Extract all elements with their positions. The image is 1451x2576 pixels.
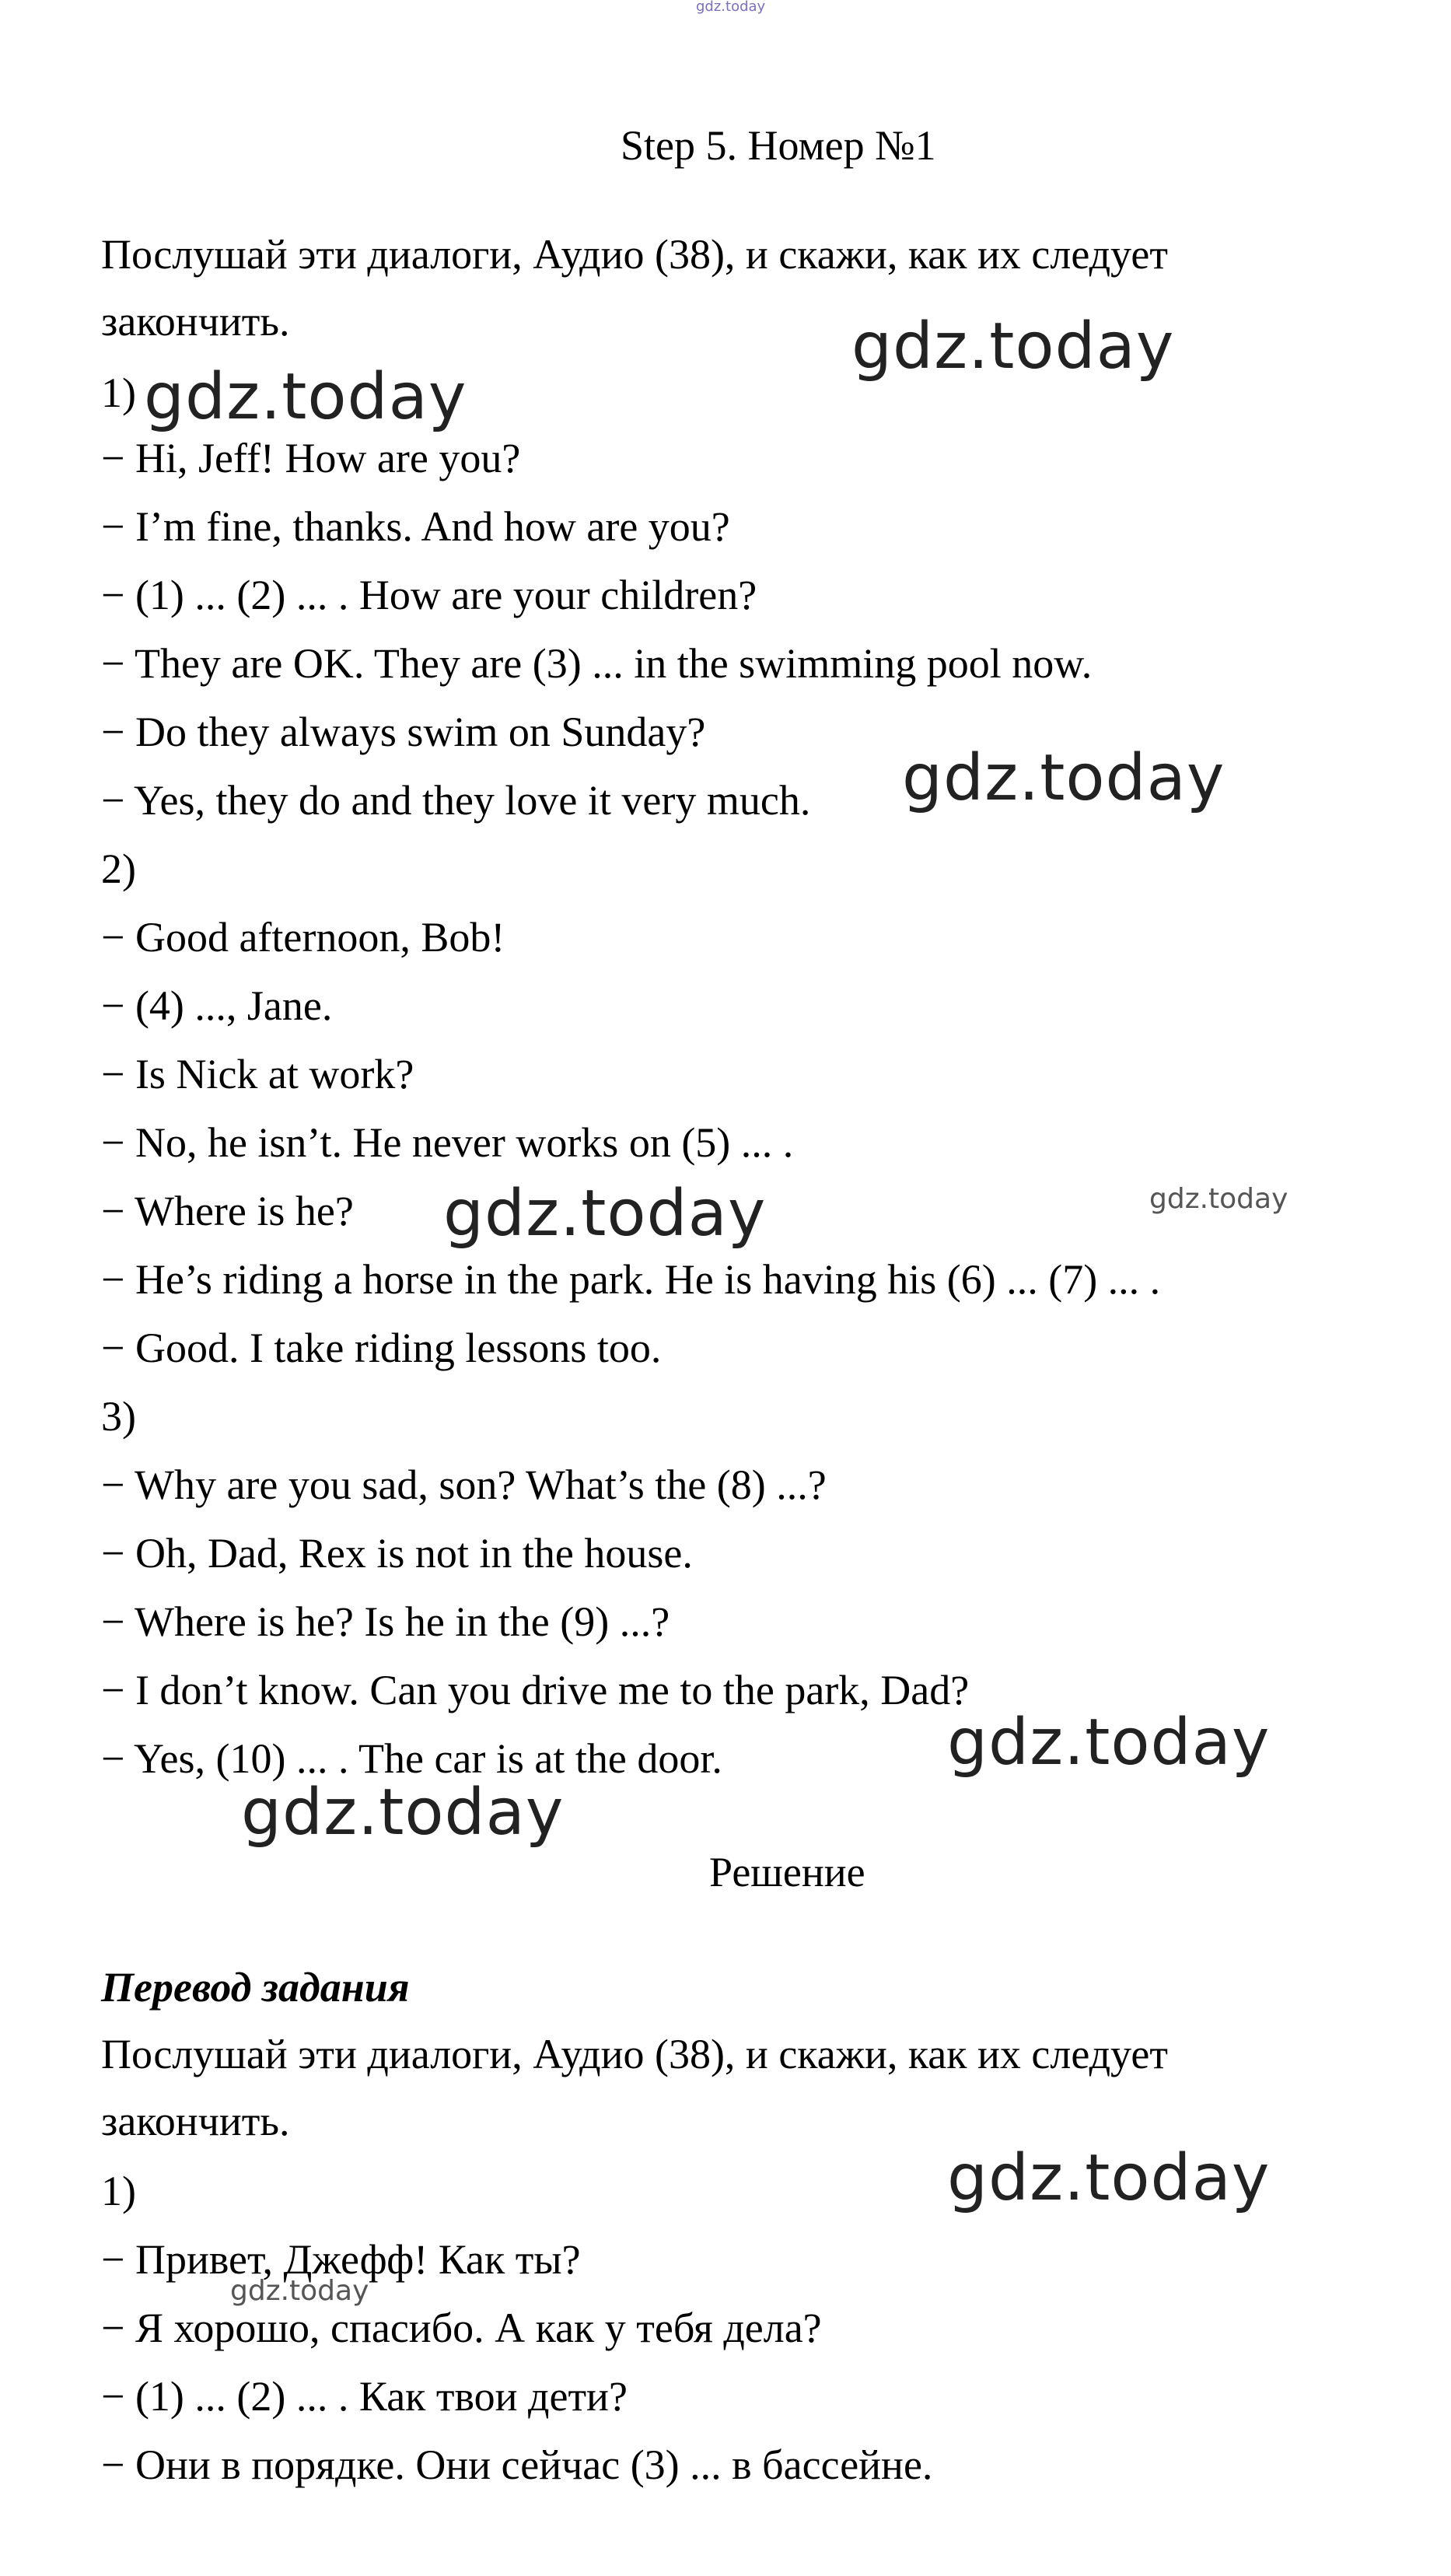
dialogue-1-number: 1) <box>101 369 136 416</box>
dialogue-line: − He’s riding a horse in the park. He is having his (6) ... (7) ... . <box>101 1256 1161 1303</box>
task-instruction-line1: Послушай эти диалоги, Аудио (38), и скажи, как их следует <box>101 231 1168 278</box>
dialogue-line: − Good afternoon, Bob! <box>101 914 505 961</box>
dialogue-line: − Oh, Dad, Rex is not in the house. <box>101 1530 693 1577</box>
dialogue-line: − Why are you sad, son? What’s the (8) ...? <box>101 1461 827 1508</box>
watermark: gdz.today <box>443 1177 767 1251</box>
dialogue-line: − I’m fine, thanks. And how are you? <box>101 503 730 550</box>
translation-line: − (1) ... (2) ... . Как твои дети? <box>101 2373 628 2420</box>
dialogue-line: − No, he isn’t. He never works on (5) ... . <box>101 1119 794 1166</box>
dialogue-3-number: 3) <box>101 1393 136 1440</box>
dialogue-line: − Where is he? Is he in the (9) ...? <box>101 1598 670 1645</box>
translation-instruction-line1: Послушай эти диалоги, Аудио (38), и скажи, как их следует <box>101 2031 1168 2077</box>
watermark: gdz.today <box>902 741 1225 815</box>
dialogue-line: − Do they always swim on Sunday? <box>101 709 706 755</box>
watermark: gdz.today <box>144 360 467 434</box>
dialogue-line: − (4) ..., Jane. <box>101 982 333 1029</box>
watermark: gdz.today <box>947 2141 1271 2215</box>
watermark: gdz.today <box>241 1776 565 1850</box>
dialogue-line: − (1) ... (2) ... . How are your children? <box>101 572 757 618</box>
dialogue-line: − Good. I take riding lessons too. <box>101 1325 662 1371</box>
dialogue-line: − Where is he? <box>101 1188 354 1234</box>
translation-line: − Я хорошо, спасибо. А как у тебя дела? <box>101 2305 822 2351</box>
task-instruction-line2: закончить. <box>101 298 290 345</box>
watermark: gdz.today <box>947 1706 1271 1780</box>
dialogue-line: − I don’t know. Can you drive me to the park, Dad? <box>101 1667 970 1713</box>
watermark: gdz.today <box>230 2275 369 2307</box>
watermark: gdz.today <box>851 310 1175 383</box>
page-title: Step 5. Номер №1 <box>621 122 936 169</box>
watermark: gdz.today <box>1149 1183 1288 1215</box>
dialogue-2-number: 2) <box>101 845 136 892</box>
site-tag: gdz.today <box>696 0 766 15</box>
solution-label: Решение <box>709 1849 865 1895</box>
translation-dialogue-number: 1) <box>101 2168 136 2214</box>
translation-instruction-line2: закончить. <box>101 2098 290 2144</box>
translation-line: − Они в порядке. Они сейчас (3) ... в бассейне. <box>101 2441 933 2488</box>
translation-line: − Привет, Джефф! Как ты? <box>101 2236 581 2283</box>
dialogue-line: − Is Nick at work? <box>101 1051 414 1097</box>
dialogue-line: − Hi, Jeff! How are you? <box>101 435 521 481</box>
dialogue-line: − Yes, (10) ... . The car is at the door. <box>101 1735 722 1782</box>
translation-heading: Перевод задания <box>101 1964 410 2011</box>
dialogue-line: − Yes, they do and they love it very much. <box>101 777 811 824</box>
dialogue-line: − They are OK. They are (3) ... in the swimming pool now. <box>101 640 1093 687</box>
